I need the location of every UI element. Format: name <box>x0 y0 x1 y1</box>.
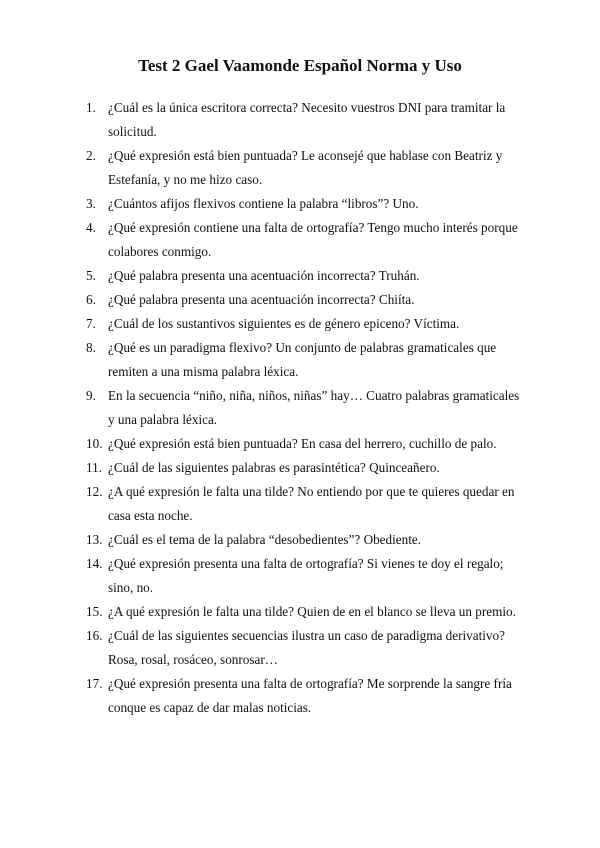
page-title: Test 2 Gael Vaamonde Español Norma y Uso <box>138 56 462 75</box>
question-number: 7. <box>86 316 96 331</box>
question-text: ¿Qué es un paradigma flexivo? Un conjunto de palabras gramaticales que remiten a una misma palabra léxica. <box>108 340 497 379</box>
question-number: 6. <box>86 292 96 307</box>
list-item <box>86 552 526 600</box>
question-text: ¿Qué expresión presenta una falta de ortografía? Si vienes te doy el regalo; sino, no. <box>108 556 504 595</box>
question-text: ¿Cuál de los sustantivos siguientes es de género epiceno? Víctima. <box>108 316 460 331</box>
question-text: ¿Cuál es el tema de la palabra “desobedientes”? Obediente. <box>108 532 422 547</box>
question-number: 16. <box>86 628 103 643</box>
question-text: ¿Cuántos afijos flexivos contiene la palabra “libros”? Uno. <box>108 196 419 211</box>
list-item <box>86 216 526 264</box>
list-item <box>86 480 526 528</box>
question-text: En la secuencia “niño, niña, niños, niñas” hay… Cuatro palabras gramaticales y una palabra léxica. <box>108 388 520 427</box>
question-text: ¿Qué palabra presenta una acentuación incorrecta? Truhán. <box>108 268 420 283</box>
question-number: 13. <box>86 532 103 547</box>
question-number: 12. <box>86 484 103 499</box>
question-number: 11. <box>86 460 102 475</box>
question-text: ¿Qué expresión está bien puntuada? Le aconsejé que hablase con Beatriz y Estefanía, y no me hizo caso. <box>108 148 503 187</box>
list-item <box>86 144 526 192</box>
list-item <box>86 312 526 336</box>
list-item <box>86 456 526 480</box>
list-item <box>86 624 526 672</box>
list-item <box>86 432 526 456</box>
list-item <box>86 384 526 432</box>
question-number: 14. <box>86 556 103 571</box>
list-item <box>86 288 526 312</box>
question-text: ¿Qué expresión presenta una falta de ortografía? Me sorprende la sangre fría conque es capaz de dar malas noticias. <box>108 676 512 715</box>
list-item <box>86 264 526 288</box>
list-item <box>86 600 526 624</box>
question-text: ¿Cuál es la única escritora correcta? Necesito vuestros DNI para tramitar la solicitud. <box>108 100 506 139</box>
question-text: ¿A qué expresión le falta una tilde? No entiendo por que te quieres quedar en casa esta noche. <box>108 484 515 523</box>
question-number: 10. <box>86 436 103 451</box>
question-text: ¿Cuál de las siguientes palabras es parasintética? Quinceañero. <box>108 460 440 475</box>
question-text: ¿Qué expresión contiene una falta de ortografía? Tengo mucho interés porque colabores conmigo. <box>108 220 518 259</box>
list-item <box>86 528 526 552</box>
question-number: 17. <box>86 676 103 691</box>
list-item <box>86 192 526 216</box>
list-item <box>86 672 526 720</box>
question-list <box>86 96 526 720</box>
question-text: ¿Qué expresión está bien puntuada? En casa del herrero, cuchillo de palo. <box>108 436 497 451</box>
list-item <box>86 336 526 384</box>
question-text: ¿Cuál de las siguientes secuencias ilustra un caso de paradigma derivativo? Rosa, rosal, rosáceo, sonrosar… <box>108 628 505 667</box>
question-text: ¿A qué expresión le falta una tilde? Quien de en el blanco se lleva un premio. <box>108 604 516 619</box>
question-number: 2. <box>86 148 96 163</box>
question-text: ¿Qué palabra presenta una acentuación incorrecta? Chiíta. <box>108 292 415 307</box>
question-number: 9. <box>86 388 96 403</box>
question-number: 15. <box>86 604 103 619</box>
question-number: 4. <box>86 220 96 235</box>
list-item <box>86 96 526 144</box>
question-number: 8. <box>86 340 96 355</box>
question-number: 1. <box>86 100 96 115</box>
question-number: 5. <box>86 268 96 283</box>
question-number: 3. <box>86 196 96 211</box>
